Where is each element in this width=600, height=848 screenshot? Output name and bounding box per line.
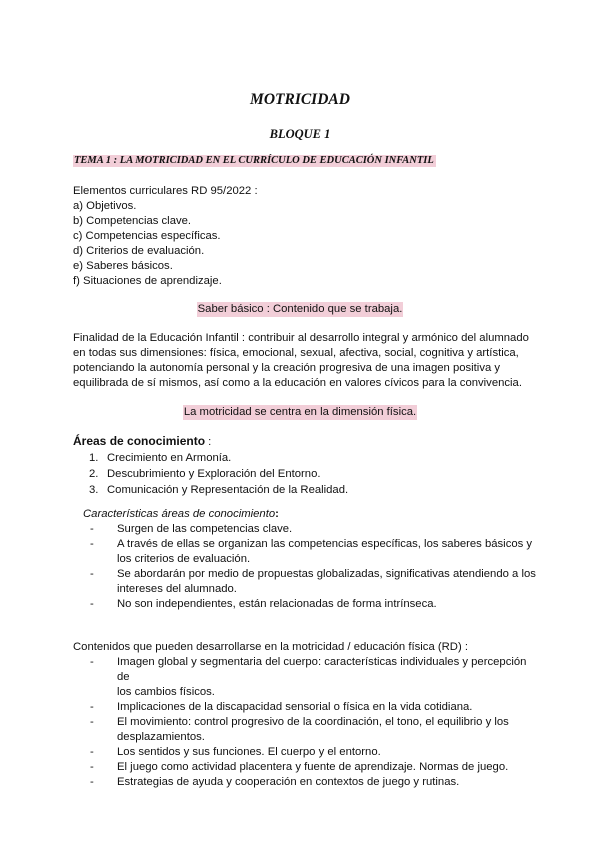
caracteristicas-heading-suffix: : [275, 508, 279, 520]
list-item [90, 745, 540, 760]
list-text: Implicaciones de la discapacidad sensorial o física en la vida cotidiana. [117, 701, 473, 713]
list-text: El movimiento: control progresivo de la coordinación, el tono, el equilibrio y los [117, 716, 509, 728]
list-item [89, 483, 348, 499]
list-text: los cambios físicos. [117, 686, 215, 698]
elementos-list [73, 199, 258, 289]
caracteristicas-heading-text: Características áreas de conocimiento [83, 508, 276, 520]
saber-basico-highlight: Saber básico : Contenido que se trabaja. [197, 303, 403, 315]
areas-heading-suffix: : [205, 436, 212, 448]
areas-heading-text: Áreas de conocimiento [73, 434, 206, 448]
areas-section [73, 434, 348, 499]
elementos-heading: Elementos curriculares RD 95/2022 : [73, 185, 258, 197]
list-item: c) Competencias específicas. [73, 230, 221, 242]
list-text: Se abordarán por medio de propuestas globalizadas, significativas atendiendo a los [117, 568, 536, 580]
list-item [90, 775, 540, 790]
block-heading: BLOQUE 1 [269, 127, 331, 141]
paragraph-line: en todas sus dimensiones: física, emocional, sexual, afectiva, social, cognitiva y artística, [73, 347, 519, 359]
list-item [90, 597, 540, 612]
list-item [90, 522, 540, 537]
list-number: 1. [89, 452, 99, 464]
dash-bullet: - [90, 568, 94, 580]
list-item [90, 760, 540, 775]
dash-bullet: - [90, 598, 94, 610]
list-text: Imagen global y segmentaria del cuerpo: características individuales y percepción de [117, 656, 527, 683]
list-text: Descubrimiento y Exploración del Entorno. [107, 468, 321, 480]
contenidos-heading: Contenidos que pueden desarrollarse en la motricidad / educación física (RD) : [73, 641, 468, 653]
list-item: e) Saberes básicos. [73, 260, 173, 272]
list-text: Crecimiento en Armonía. [107, 452, 232, 464]
paragraph-line: Finalidad de la Educación Infantil : contribuir al desarrollo integral y armónico del alumnado [73, 332, 529, 344]
list-text: Surgen de las competencias clave. [117, 523, 293, 535]
areas-heading [73, 434, 348, 450]
areas-list [89, 451, 348, 499]
motricidad-dimension-line [0, 405, 600, 420]
dash-bullet: - [90, 523, 94, 535]
list-text: los criterios de evaluación. [117, 553, 251, 565]
list-text: desplazamientos. [117, 731, 205, 743]
list-number: 3. [89, 484, 99, 496]
list-number: 2. [89, 468, 99, 480]
finalidad-paragraph [73, 331, 529, 391]
dash-bullet: - [90, 776, 94, 788]
document-title: MOTRICIDAD [250, 91, 350, 108]
list-item [89, 467, 348, 483]
saber-basico-line [0, 302, 600, 317]
list-text: Los sentidos y sus funciones. El cuerpo y el entorno. [117, 746, 381, 758]
list-text: Comunicación y Representación de la Realidad. [107, 484, 349, 496]
list-text: A través de ellas se organizan las competencias específicas, los saberes básicos y [117, 538, 533, 550]
list-item: a) Objetivos. [73, 200, 137, 212]
dash-bullet: - [90, 701, 94, 713]
list-item: d) Criterios de evaluación. [73, 245, 205, 257]
dash-bullet: - [90, 761, 94, 773]
elementos-section [73, 184, 258, 289]
contenidos-list [90, 655, 540, 790]
list-item [90, 567, 540, 597]
list-item [89, 451, 348, 467]
dash-bullet: - [90, 746, 94, 758]
caracteristicas-list [90, 522, 540, 612]
list-text: intereses del alumnado. [117, 583, 237, 595]
paragraph-line: potenciando la autonomía personal y la creación progresiva de una imagen positiva y [73, 362, 501, 374]
dash-bullet: - [90, 656, 94, 668]
list-text: Estrategias de ayuda y cooperación en contextos de juego y rutinas. [117, 776, 460, 788]
list-item: b) Competencias clave. [73, 215, 192, 227]
dash-bullet: - [90, 716, 94, 728]
list-text: No son independientes, están relacionadas de forma intrínseca. [117, 598, 437, 610]
list-text: El juego como actividad placentera y fuente de aprendizaje. Normas de juego. [117, 761, 509, 773]
caracteristicas-heading [83, 507, 279, 522]
paragraph-line: equilibrada de sí mismos, así como a la educación en valores cívicos para la convivencia. [73, 377, 522, 389]
list-item [90, 715, 540, 745]
list-item [90, 655, 540, 700]
list-item [90, 537, 540, 567]
topic-heading: TEMA 1 : LA MOTRICIDAD EN EL CURRÍCULO DE EDUCACIÓN INFANTIL [74, 155, 434, 166]
dash-bullet: - [90, 538, 94, 550]
list-item: f) Situaciones de aprendizaje. [73, 275, 222, 287]
motricidad-dimension-highlight: La motricidad se centra en la dimensión física. [183, 406, 417, 418]
list-item [90, 700, 540, 715]
